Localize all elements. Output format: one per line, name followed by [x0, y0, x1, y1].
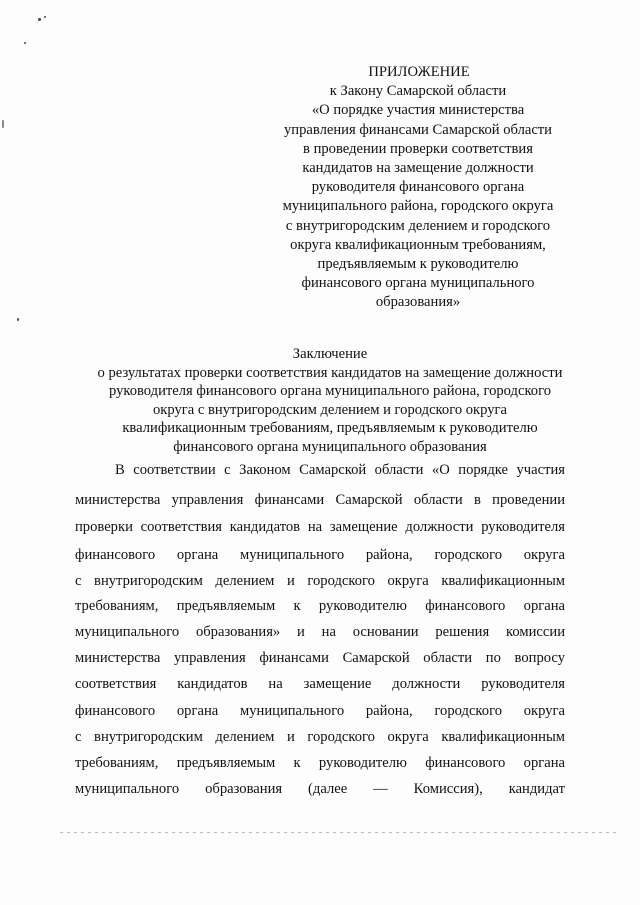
body-line: требованиям, предъявляемым к руководителю финансового органа — [75, 755, 565, 771]
conclusion-subtitle-line: округа с внутригородским делением и городского округа — [152, 401, 508, 418]
body-line: с внутригородским делением и городского округа квалификационным — [75, 573, 565, 589]
body-line: финансового органа муниципального района, городского округа — [75, 703, 565, 719]
scan-speck — [44, 16, 46, 18]
conclusion-subtitle-line: руководителя финансового органа муниципального района, городского — [108, 383, 552, 399]
annex-line: «О порядке участия министерства — [311, 102, 525, 119]
conclusion-subtitle-line: квалификационным требованиям, предъявляемым к руководителю — [122, 420, 538, 436]
conclusion-title: Заключение — [292, 346, 368, 362]
body-line: с внутригородским делением и городского округа квалификационным — [75, 729, 565, 745]
body-line: министерства управления финансами Самарской области по вопросу — [75, 650, 565, 666]
annex-line: муниципального района, городского округа — [282, 198, 554, 215]
body-line: муниципального образования (далее — Комиссия), кандидат — [75, 781, 565, 797]
body-line: министерства управления финансами Самарской области в проведении — [75, 492, 565, 508]
annex-line: образования» — [375, 294, 461, 311]
conclusion-subtitle-line: финансового органа муниципального образования — [173, 438, 487, 455]
conclusion-subtitle-line: о результатах проверки соответствия кандидатов на замещение должности — [97, 364, 563, 381]
annex-line: управления финансами Самарской области — [284, 121, 552, 138]
body-line: проверки соответствия кандидатов на замещение должности руководителя — [75, 519, 565, 535]
annex-line: руководителя финансового органа — [311, 179, 525, 196]
scan-speck — [2, 120, 4, 128]
scan-speck — [38, 18, 41, 21]
annex-title: ПРИЛОЖЕНИЕ — [368, 64, 470, 80]
annex-line: финансового органа муниципального — [301, 275, 535, 292]
annex-line: округа квалификационным требованиям, — [290, 236, 546, 253]
scan-speck — [17, 318, 19, 321]
annex-line: предъявляемым к руководителю — [317, 256, 519, 273]
body-line: В соответствии с Законом Самарской области «О порядке участия — [115, 462, 565, 478]
body-line: требованиям, предъявляемым к руководителю финансового органа — [75, 598, 565, 614]
annex-line: с внутригородским делением и городского — [285, 217, 551, 234]
annex-header — [262, 63, 574, 313]
body-line: финансового органа муниципального района, городского округа — [75, 547, 565, 563]
conclusion-heading — [52, 345, 608, 456]
annex-line: к Закону Самарской области — [329, 83, 507, 100]
scan-artifact-line — [60, 832, 620, 833]
scan-speck — [24, 42, 26, 44]
body-line: муниципального образования» и на основании решения комиссии — [75, 624, 565, 640]
body-line: соответствия кандидатов на замещение должности руководителя — [75, 676, 565, 692]
annex-line: в проведении проверки соответствия — [303, 140, 533, 157]
annex-line: кандидатов на замещение должности — [302, 160, 534, 177]
